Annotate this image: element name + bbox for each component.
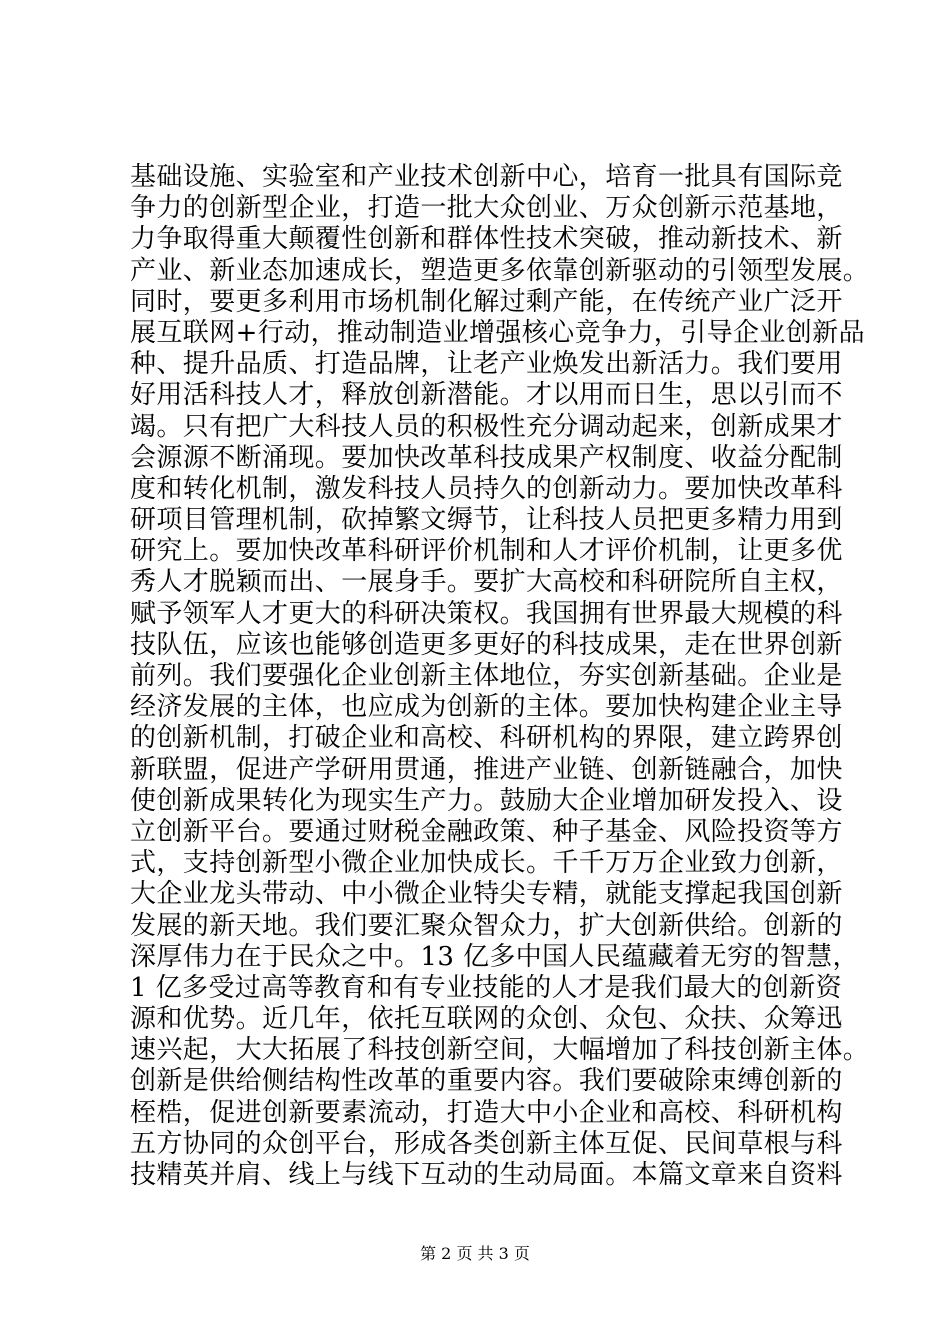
page-footer [0, 1244, 950, 1264]
text-line: 技精英并肩、线上与线下互动的生动局面。本篇文章来自资料 [130, 1160, 843, 1190]
text-line: 展互联网+行动，推动制造业增强核心竞争力，引导企业创新品 [130, 317, 865, 348]
text-line: 发展的新天地。我们要汇聚众智众力，扩大创新供给。创新的 [130, 910, 843, 941]
text-line: 使创新成果转化为现实生产力。鼓励大企业增加研发投入、设 [130, 785, 843, 816]
text-line: 赋予领军人才更大的科研决策权。我国拥有世界最大规模的科 [130, 598, 843, 629]
text-line: 立创新平台。要通过财税金融政策、种子基金、风险投资等方 [130, 816, 843, 847]
text-line: 产业、新业态加速成长，塑造更多依靠创新驱动的引领型发展。 [130, 255, 870, 286]
text-line: 1 亿多受过高等教育和有专业技能的人才是我们最大的创新资 [130, 972, 843, 1003]
text-line: 好用活科技人才，释放创新潜能。才以用而日生，思以引而不 [130, 380, 843, 411]
page-number: 第 2 页 共 3 页 [420, 1244, 530, 1263]
text-line: 力争取得重大颠覆性创新和群体性技术突破，推动新技术、新 [130, 224, 843, 255]
text-line: 研项目管理机制，砍掉繁文缛节，让科技人员把更多精力用到 [130, 505, 843, 536]
text-line: 基础设施、实验室和产业技术创新中心，培育一批具有国际竞 [130, 162, 843, 192]
text-line: 五方协同的众创平台，形成各类创新主体互促、民间草根与科 [130, 1128, 843, 1159]
text-line: 深厚伟力在于民众之中。13 亿多中国人民蕴藏着无穷的智慧， [130, 941, 859, 972]
text-line: 新联盟，促进产学研用贯通，推进产业链、创新链融合，加快 [130, 754, 843, 785]
text-line: 式，支持创新型小微企业加快成长。千千万万企业致力创新， [130, 848, 843, 879]
text-line: 桎梏，促进创新要素流动，打造大中小企业和高校、科研机构 [130, 1097, 843, 1128]
text-line: 秀人才脱颖而出、一展身手。要扩大高校和科研院所自主权， [130, 567, 843, 598]
text-line: 竭。只有把广大科技人员的积极性充分调动起来，创新成果才 [130, 411, 843, 442]
body-text [130, 162, 870, 1191]
text-line: 大企业龙头带动、中小微企业特尖专精，就能支撑起我国创新 [130, 879, 843, 910]
text-line: 研究上。要加快改革科研评价机制和人才评价机制，让更多优 [130, 536, 843, 567]
text-line: 前列。我们要强化企业创新主体地位，夯实创新基础。企业是 [130, 661, 843, 691]
text-line: 争力的创新型企业，打造一批大众创业、万众创新示范基地， [130, 193, 843, 224]
text-line: 创新是供给侧结构性改革的重要内容。我们要破除束缚创新的 [130, 1066, 843, 1097]
text-line: 度和转化机制，激发科技人员持久的创新动力。要加快改革科 [130, 473, 843, 504]
text-line: 的创新机制，打破企业和高校、科研机构的界限，建立跨界创 [130, 723, 843, 754]
text-line: 源和优势。近几年，依托互联网的众创、众包、众扶、众筹迅 [130, 1004, 843, 1035]
text-line: 同时，要更多利用市场机制化解过剩产能，在传统产业广泛开 [130, 286, 843, 317]
text-line: 速兴起，大大拓展了科技创新空间，大幅增加了科技创新主体。 [130, 1035, 870, 1066]
text-line: 会源源不断涌现。要加快改革科技成果产权制度、收益分配制 [130, 442, 843, 473]
text-line: 技队伍，应该也能够创造更多更好的科技成果，走在世界创新 [130, 629, 843, 660]
text-line: 经济发展的主体，也应成为创新的主体。要加快构建企业主导 [130, 692, 843, 723]
text-line: 种、提升品质、打造品牌，让老产业焕发出新活力。我们要用 [130, 349, 843, 380]
